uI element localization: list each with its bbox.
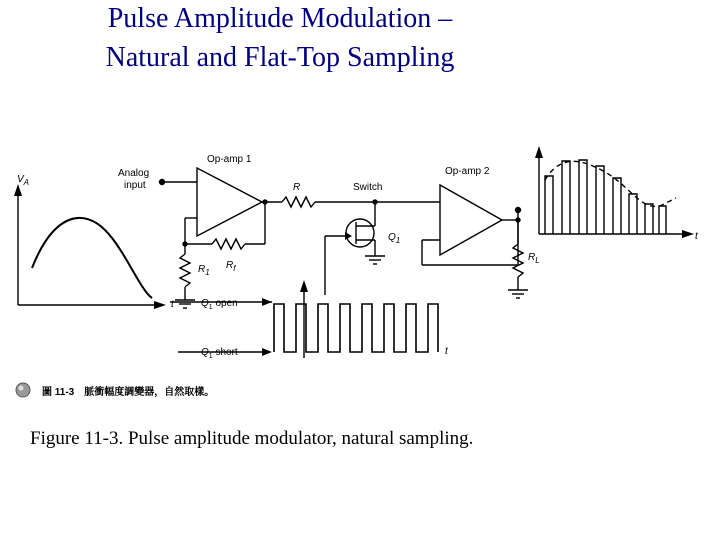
r-resistor bbox=[282, 197, 315, 207]
output-y-arrow bbox=[535, 146, 543, 158]
caption-chinese: 圖 11-3 脈衝幅度調變器，自然取樣。 bbox=[42, 387, 215, 398]
svg-text:Analog: Analog bbox=[118, 168, 150, 179]
svg-text:R1: $R_1$ bbox=[198, 264, 210, 277]
pam-circuit-figure bbox=[0, 140, 720, 410]
input-x-arrow bbox=[154, 301, 166, 309]
opamp1-triangle bbox=[197, 168, 262, 236]
svg-text:Q1: $Q_1$ bbox=[388, 232, 401, 245]
output-sampled-pulses bbox=[545, 160, 666, 234]
caption-english: Figure 11-3. Pulse amplitude modulator, natural sampling. bbox=[30, 428, 474, 449]
output-envelope bbox=[545, 161, 676, 206]
svg-text:t: t bbox=[445, 346, 448, 357]
clock-pulse-train bbox=[274, 304, 438, 352]
bullet-icon bbox=[16, 383, 30, 397]
q1-transistor-body bbox=[346, 219, 374, 247]
svg-text:Op-amp 1: Op-amp 1 bbox=[207, 154, 252, 165]
input-analog-wave bbox=[32, 218, 152, 298]
svg-text:Switch: Switch bbox=[353, 182, 383, 193]
output-terminal bbox=[516, 208, 521, 213]
opamp2-triangle bbox=[440, 185, 502, 255]
output-x-arrow bbox=[682, 230, 694, 238]
clock-y-arrow bbox=[300, 280, 308, 292]
svg-text:input: input bbox=[124, 180, 146, 191]
rf-resistor bbox=[212, 239, 245, 249]
input-y-arrow bbox=[14, 184, 22, 196]
svg-text:t: t bbox=[695, 231, 698, 242]
svg-text:RL: $R_L$ bbox=[528, 252, 540, 265]
svg-text:Q1 open: $Q_1$ open bbox=[201, 298, 238, 311]
svg-text:t: t bbox=[171, 299, 174, 310]
svg-text:Rf: $R_f$ bbox=[226, 260, 236, 273]
svg-text:Op-amp 2: Op-amp 2 bbox=[445, 166, 490, 177]
slide-title-line-1: Pulse Amplitude Modulation – bbox=[107, 3, 453, 34]
svg-text:R: R bbox=[293, 182, 301, 193]
r1-resistor bbox=[180, 254, 190, 287]
svg-text:Q1 short: $Q_1$ short bbox=[201, 347, 238, 360]
slide-title-line-2: Natural and Flat-Top Sampling bbox=[105, 42, 455, 73]
svg-text:VA: $V_A$ bbox=[17, 174, 30, 187]
